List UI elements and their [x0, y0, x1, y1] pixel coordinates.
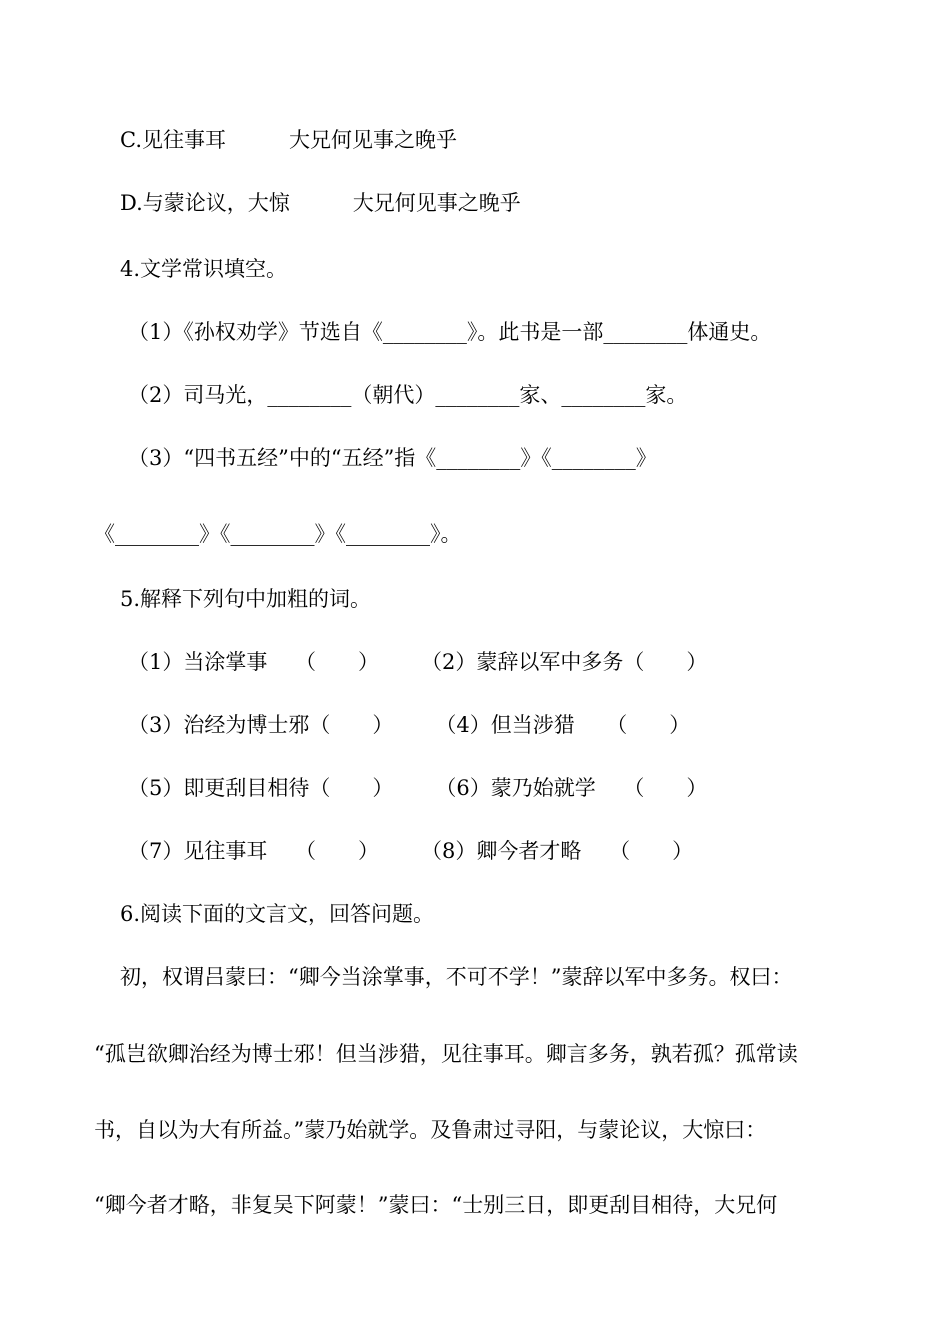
passage-line-2: “孤岂欲卿治经为博士邪！但当涉猎，见往事耳。卿言多务，孰若孤？孤常读 — [94, 1042, 798, 1066]
question-4-title: 4.文学常识填空。 — [120, 257, 288, 281]
question-5-row-1: （1）当涂掌事 （ ） （2）蒙辞以军中多务（ ） — [128, 650, 708, 674]
question-5-row-4: （7）见往事耳 （ ） （8）卿今者才略 （ ） — [128, 839, 694, 863]
option-c: C.见往事耳 大兄何见事之晚乎 — [120, 128, 457, 152]
option-d: D.与蒙论议，大惊 大兄何见事之晚乎 — [120, 191, 521, 215]
question-5-row-2: （3）治经为博士邪（ ） （4）但当涉猎 （ ） — [128, 713, 691, 737]
question-6-title: 6.阅读下面的文言文，回答问题。 — [120, 902, 435, 926]
question-5-title: 5.解释下列句中加粗的词。 — [120, 587, 372, 611]
question-4-item-3: （3）“四书五经”中的“五经”指《________》《________》 — [128, 446, 657, 470]
question-4-item-2: （2）司马光，________（朝代）________家、________家。 — [128, 383, 688, 407]
passage-line-4: “卿今者才略，非复吴下阿蒙！”蒙曰：“士别三日，即更刮目相待，大兄何 — [94, 1193, 778, 1217]
passage-line-3: 书，自以为大有所益。”蒙乃始就学。及鲁肃过寻阳，与蒙论议，大惊曰： — [94, 1118, 767, 1142]
question-4-item-1: （1）《孙权劝学》节选自《________》。此书是一部________体通史。 — [128, 320, 772, 344]
question-4-item-3-continued: 《________》《________》《________》。 — [94, 522, 462, 546]
question-5-row-3: （5）即更刮目相待（ ） （6）蒙乃始就学 （ ） — [128, 776, 708, 800]
passage-line-1: 初，权谓吕蒙曰：“卿今当涂掌事，不可不学！”蒙辞以军中多务。权曰： — [120, 965, 793, 989]
